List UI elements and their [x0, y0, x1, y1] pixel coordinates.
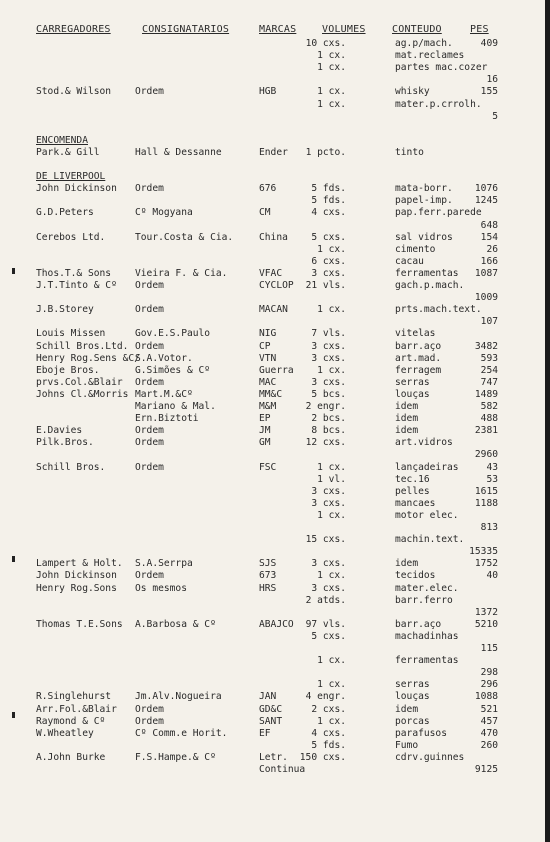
cell-conteudo: machin.text. [395, 534, 465, 546]
cell-pes: 1489 [474, 388, 498, 400]
manifest-row [0, 195, 550, 207]
manifest-row [0, 583, 550, 595]
cell-conteudo: gach.p.mach. [395, 280, 465, 291]
cell-consignatario: Ordem [135, 340, 164, 352]
cell-volumes: 1 pcto. [305, 146, 346, 158]
cell-pes: 488 [480, 413, 498, 425]
cell-carregador: E.Davies [36, 425, 83, 437]
manifest-row [0, 111, 550, 123]
cell-conteudo: lançadeiras [395, 461, 459, 473]
cell-consignatario: Hall & Dessanne [135, 146, 222, 158]
cell-consignatario: Jm.Alv.Nogueira [135, 691, 222, 703]
cell-conteudo: art.mad. [395, 352, 442, 364]
cell-volumes: 4 cxs. [311, 207, 346, 219]
cell-pes: 521 [480, 703, 498, 715]
cell-consignatario: F.S.Hampe.& Cº [135, 751, 216, 763]
cell-consignatario: Os mesmos [135, 582, 187, 594]
cell-pes: 409 [480, 38, 498, 49]
cell-marca: 673 [259, 570, 277, 582]
manifest-row [0, 389, 550, 401]
cell-pes: 154 [480, 231, 498, 243]
manifest-row [0, 667, 550, 679]
cell-pes: 16 [486, 74, 498, 86]
cell-carregador: Eboje Bros. [36, 364, 100, 376]
cell-conteudo: art.vidros [395, 437, 453, 449]
cell-volumes: 1 cx. [317, 715, 346, 727]
cell-conteudo: pap.ferr.parede [395, 207, 482, 219]
cell-pes: 1372 [474, 606, 498, 618]
cell-pes: 40 [486, 570, 498, 582]
cell-volumes: 1 cx. [317, 655, 346, 667]
cell-conteudo: barr.ferro [395, 594, 453, 606]
manifest-row [0, 546, 550, 558]
manifest-row [0, 304, 550, 316]
manifest-row [0, 50, 550, 62]
cell-marca: Guerra [259, 364, 294, 376]
cell-marca: SANT [259, 715, 283, 727]
cell-pes: 2960 [474, 449, 498, 461]
cell-carregador: John Dickinson [36, 570, 117, 582]
manifest-row [0, 631, 550, 643]
cell-conteudo: serras [395, 376, 430, 388]
cell-marca: CP [259, 340, 271, 352]
cell-pes: 648 [480, 219, 498, 231]
manifest-row [0, 220, 550, 232]
cell-volumes: 1 cx. [317, 62, 346, 74]
manifest-row [0, 474, 550, 486]
manifest-row [0, 522, 550, 534]
cell-volumes: 1 cx. [317, 570, 346, 582]
cell-pes: 15335 [469, 546, 498, 558]
cell-volumes: 12 cxs. [305, 437, 346, 449]
cell-conteudo: louças [395, 388, 430, 400]
cell-volumes: 15 cxs. [305, 534, 346, 546]
manifest-row [0, 292, 550, 304]
cell-volumes: 2 atds. [305, 594, 346, 606]
cell-pes: 43 [486, 461, 498, 473]
cell-volumes: 3 cxs. [311, 352, 346, 364]
cell-pes: 1245 [474, 195, 498, 207]
manifest-row [0, 183, 550, 195]
cell-conteudo: ferragem [395, 364, 442, 376]
cell-pes: 9125 [474, 764, 498, 775]
manifest-row [0, 232, 550, 244]
cell-volumes: 1 vl. [317, 473, 346, 485]
cell-carregador: John Dickinson [36, 183, 117, 195]
header-volumes: VOLUMES [322, 24, 366, 35]
cell-carregador: Pilk.Bros. [36, 437, 94, 449]
cell-volumes: 3 cxs. [311, 340, 346, 352]
cell-conteudo: mata-borr. [395, 183, 453, 195]
scan-edge [545, 0, 550, 842]
cell-pes: 155 [480, 86, 498, 98]
cell-pes: 1752 [474, 558, 498, 570]
cell-marca: VTN [259, 352, 277, 364]
cell-carregador: Thomas T.E.Sons [36, 618, 123, 630]
cell-conteudo: mater.elec. [395, 582, 459, 594]
cell-carregador: prvs.Col.&Blair [36, 376, 123, 388]
cell-marca: JAN [259, 691, 277, 703]
cell-consignatario: A.Barbosa & Cº [135, 618, 216, 630]
cell-marca: MACAN [259, 304, 288, 316]
cell-consignatario: G.Simões & Cº [135, 364, 211, 376]
cell-carregador: Henry Rog.Sons [36, 582, 117, 594]
manifest-row [0, 123, 550, 135]
manifest-row [0, 679, 550, 691]
manifest-row [0, 135, 550, 147]
cell-marca: MAC [259, 376, 277, 388]
cell-marca: Letr. [259, 751, 288, 763]
cell-volumes: 6 cxs. [311, 255, 346, 267]
cell-marca: NIG [259, 328, 277, 340]
cell-volumes: 10 cxs. [305, 38, 346, 49]
cell-consignatario: Ordem [135, 461, 164, 473]
cell-consignatario: Ordem [135, 376, 164, 388]
manifest-row [0, 86, 550, 98]
cell-carregador: Thos.T.& Sons [36, 267, 112, 279]
cell-pes: 1076 [474, 183, 498, 195]
cell-carregador: Stod.& Wilson [36, 86, 112, 98]
punch-mark [12, 556, 15, 562]
cell-carregador: J.B.Storey [36, 304, 94, 316]
cell-volumes: 7 vls. [311, 328, 346, 340]
punch-mark [12, 712, 15, 718]
cell-conteudo: prts.mach.text. [395, 304, 482, 316]
manifest-row [0, 401, 550, 413]
cell-marca: EF [259, 727, 271, 739]
cell-pes: 5210 [474, 618, 498, 630]
cell-pes: 298 [480, 667, 498, 679]
manifest-row [0, 244, 550, 256]
manifest-row [0, 655, 550, 667]
manifest-row [0, 316, 550, 328]
cell-carregador: ENCOMENDA [36, 134, 88, 146]
cell-pes: 593 [480, 352, 498, 364]
manifest-row [0, 558, 550, 570]
cell-consignatario: S.A.Serrpa [135, 558, 193, 570]
manifest-row [0, 268, 550, 280]
manifest-row [0, 38, 550, 50]
manifest-row [0, 147, 550, 159]
cell-marca: EP [259, 413, 271, 425]
cell-marca: FSC [259, 461, 277, 473]
cell-carregador: Arr.Fol.&Blair [36, 703, 117, 715]
cell-marca: GD&C [259, 703, 283, 715]
cell-pes: 2381 [474, 425, 498, 437]
manifest-row [0, 570, 550, 582]
cell-pes: 26 [486, 243, 498, 255]
manifest-row [0, 619, 550, 631]
cell-consignatario: Ern.Biztoti [135, 413, 199, 425]
cell-consignatario: Ordem [135, 86, 164, 98]
cell-pes: 166 [480, 255, 498, 267]
manifest-row [0, 716, 550, 728]
cell-pes: 582 [480, 401, 498, 412]
cell-pes: 1615 [474, 485, 498, 497]
manifest-row [0, 353, 550, 365]
cell-consignatario: Vieira F. & Cia. [135, 267, 228, 279]
cell-marca: HGB [259, 86, 277, 98]
cell-volumes: 3 cxs. [311, 558, 346, 570]
manifest-row [0, 328, 550, 340]
cell-marca: GM [259, 437, 271, 449]
cell-pes: 260 [480, 739, 498, 751]
cell-pes: 1088 [474, 691, 498, 703]
cell-volumes: 1 cx. [317, 304, 346, 316]
manifest-row [0, 449, 550, 461]
cell-marca: 676 [259, 183, 277, 195]
manifest-row [0, 691, 550, 703]
cell-conteudo: machadinhas [395, 630, 459, 642]
cell-volumes: 5 bcs. [311, 388, 346, 400]
manifest-row [0, 462, 550, 474]
header-carregadores: CARREGADORES [36, 24, 111, 35]
header-pes: PES [470, 24, 489, 35]
cell-conteudo: idem [395, 703, 419, 715]
cell-carregador: Johns Cl.&Morris [36, 388, 129, 400]
cell-volumes: 3 cxs. [311, 267, 346, 279]
cell-conteudo: mancaes [395, 497, 436, 509]
cell-consignatario: Ordem [135, 570, 164, 582]
cell-pes: 813 [480, 522, 498, 533]
cell-carregador: Louis Missen [36, 328, 106, 340]
cell-volumes: 5 fds. [311, 183, 346, 195]
cell-consignatario: S.A.Votor. [135, 352, 193, 364]
header-consignatarios: CONSIGNATARIOS [142, 24, 230, 35]
cell-conteudo: idem [395, 558, 419, 570]
cell-volumes: 97 vls. [305, 618, 346, 630]
cell-conteudo: tecidos [395, 570, 436, 582]
manifest-row [0, 62, 550, 74]
cell-pes: 457 [480, 715, 498, 727]
cell-conteudo: idem [395, 425, 419, 437]
manifest-row [0, 752, 550, 764]
cell-carregador: Schill Bros. [36, 461, 106, 473]
cell-consignatario: Gov.E.S.Paulo [135, 328, 211, 340]
cell-pes: 470 [480, 727, 498, 739]
cell-pes: 1009 [474, 292, 498, 304]
cell-consignatario: Ordem [135, 715, 164, 727]
manifest-row [0, 280, 550, 292]
cell-carregador: W.Wheatley [36, 727, 94, 739]
cell-volumes: 5 fds. [311, 195, 346, 207]
cell-marca: Ender [259, 146, 288, 158]
cell-marca: VFAC [259, 267, 283, 279]
cell-carregador: G.D.Peters [36, 207, 94, 219]
header-conteudo: CONTEUDO [392, 24, 442, 35]
cell-consignatario: Cº Comm.e Horit. [135, 727, 228, 739]
cell-conteudo: mat.reclames [395, 50, 465, 62]
cell-volumes: 1 cx. [317, 86, 346, 98]
cell-consignatario: Ordem [135, 183, 164, 195]
cell-volumes: 1 cx. [317, 509, 346, 521]
cell-pes: 53 [486, 473, 498, 485]
cell-volumes: 2 bcs. [311, 413, 346, 425]
cell-pes: 1087 [474, 267, 498, 279]
cell-conteudo: vitelas [395, 328, 436, 340]
cell-conteudo: serras [395, 679, 430, 691]
cell-volumes: 3 cxs. [311, 497, 346, 509]
manifest-row [0, 377, 550, 389]
manifest-row [0, 159, 550, 171]
cell-conteudo: idem [395, 413, 419, 425]
cell-volumes: 5 cxs. [311, 630, 346, 642]
punch-mark [12, 268, 15, 274]
cell-consignatario: Mariano & Mal. [135, 401, 216, 412]
cell-conteudo: mater.p.crrolh. [395, 98, 482, 110]
cell-marca: HRS [259, 582, 277, 594]
cell-volumes: 4 engr. [305, 691, 346, 703]
cell-conteudo: barr.aço [395, 340, 442, 352]
cell-marca: JM [259, 425, 271, 437]
cell-conteudo: idem [395, 401, 419, 412]
manifest-row [0, 728, 550, 740]
cell-volumes: 1 cx. [317, 679, 346, 691]
cell-carregador: DE LIVERPOOL [36, 171, 106, 183]
cell-marca: China [259, 231, 288, 243]
cell-conteudo: motor elec. [395, 509, 459, 521]
cell-pes: 254 [480, 364, 498, 376]
cell-marca: Continua [259, 764, 306, 775]
cell-consignatario: Mart.M.&Cº [135, 388, 193, 400]
cell-carregador: A.John Burke [36, 751, 106, 763]
cell-volumes: 1 cx. [317, 243, 346, 255]
header-marcas: MARCAS [259, 24, 297, 35]
manifest-row [0, 510, 550, 522]
cell-consignatario: Ordem [135, 304, 164, 316]
cell-marca: M&M [259, 401, 277, 412]
cell-volumes: 3 cxs. [311, 376, 346, 388]
manifest-row [0, 99, 550, 111]
cell-conteudo: porcas [395, 715, 430, 727]
manifest-row [0, 486, 550, 498]
cell-pes: 3482 [474, 340, 498, 352]
cell-conteudo: sal vidros [395, 231, 453, 243]
cell-carregador: Cerebos Ltd. [36, 231, 106, 243]
manifest-row [0, 764, 550, 776]
cell-pes: 296 [480, 679, 498, 691]
cell-conteudo: ag.p/mach. [395, 38, 453, 49]
cell-volumes: 21 vls. [305, 280, 346, 291]
cell-marca: CM [259, 207, 271, 219]
cell-consignatario: Tour.Costa & Cia. [135, 231, 234, 243]
cell-marca: SJS [259, 558, 277, 570]
manifest-row [0, 437, 550, 449]
cell-marca: MM&C [259, 388, 283, 400]
manifest-row [0, 595, 550, 607]
cell-carregador: Henry Rog.Sens &C/ [36, 352, 140, 364]
cell-conteudo: louças [395, 691, 430, 703]
manifest-row [0, 74, 550, 86]
cell-volumes: 1 cx. [317, 364, 346, 376]
cell-consignatario: Ordem [135, 280, 164, 291]
cell-conteudo: whisky [395, 86, 430, 98]
cell-conteudo: ferramentas [395, 267, 459, 279]
cell-volumes: 1 cx. [317, 50, 346, 62]
cell-volumes: 2 cxs. [311, 703, 346, 715]
cell-volumes: 3 cxs. [311, 485, 346, 497]
cell-conteudo: cacau [395, 255, 424, 267]
cell-conteudo: cdrv.guinnes [395, 751, 465, 763]
cell-volumes: 4 cxs. [311, 727, 346, 739]
cell-conteudo: cimento [395, 243, 436, 255]
cell-conteudo: partes mac.cozer [395, 62, 488, 74]
cell-pes: 107 [480, 316, 498, 328]
cell-carregador: Lampert & Holt. [36, 558, 123, 570]
manifest-row [0, 740, 550, 752]
cell-carregador: Schill Bros.Ltd. [36, 340, 129, 352]
cell-pes: 747 [480, 376, 498, 388]
cell-carregador: Raymond & Cº [36, 715, 106, 727]
cell-pes: 115 [480, 643, 498, 654]
cell-volumes: 8 bcs. [311, 425, 346, 437]
cell-pes: 5 [492, 110, 498, 122]
cell-volumes: 1 cx. [317, 98, 346, 110]
manifest-row [0, 365, 550, 377]
manifest-row [0, 425, 550, 437]
cell-conteudo: parafusos [395, 727, 447, 739]
manifest-row [0, 643, 550, 655]
cell-marca: ABAJCO [259, 618, 294, 630]
cell-carregador: J.T.Tinto & Cº [36, 280, 117, 291]
cell-volumes: 2 engr. [305, 401, 346, 412]
manifest-row [0, 413, 550, 425]
cell-volumes: 5 fds. [311, 739, 346, 751]
manifest-row [0, 534, 550, 546]
cell-carregador: Park.& Gill [36, 146, 100, 158]
manifest-row [0, 207, 550, 219]
cell-pes: 1188 [474, 497, 498, 509]
manifest-row [0, 607, 550, 619]
cell-consignatario: Ordem [135, 425, 164, 437]
cell-volumes: 150 cxs. [299, 751, 346, 763]
manifest-row [0, 341, 550, 353]
cell-conteudo: ferramentas [395, 655, 459, 667]
manifest-row [0, 498, 550, 510]
cell-consignatario: Ordem [135, 703, 164, 715]
cell-consignatario: Ordem [135, 437, 164, 449]
cell-conteudo: tec.16 [395, 473, 430, 485]
cell-marca: CYCLOP [259, 280, 294, 291]
cell-conteudo: Fumo [395, 739, 419, 751]
cell-consignatario: Cº Mogyana [135, 207, 193, 219]
manifest-row [0, 704, 550, 716]
cell-conteudo: barr.aço [395, 618, 442, 630]
cell-volumes: 1 cx. [317, 461, 346, 473]
cell-volumes: 3 cxs. [311, 582, 346, 594]
cell-carregador: R.Singlehurst [36, 691, 112, 703]
cell-conteudo: papel-imp. [395, 195, 453, 207]
manifest-row [0, 171, 550, 183]
cell-conteudo: pelles [395, 485, 430, 497]
cell-volumes: 5 cxs. [311, 231, 346, 243]
manifest-row [0, 256, 550, 268]
cell-conteudo: tinto [395, 146, 424, 158]
